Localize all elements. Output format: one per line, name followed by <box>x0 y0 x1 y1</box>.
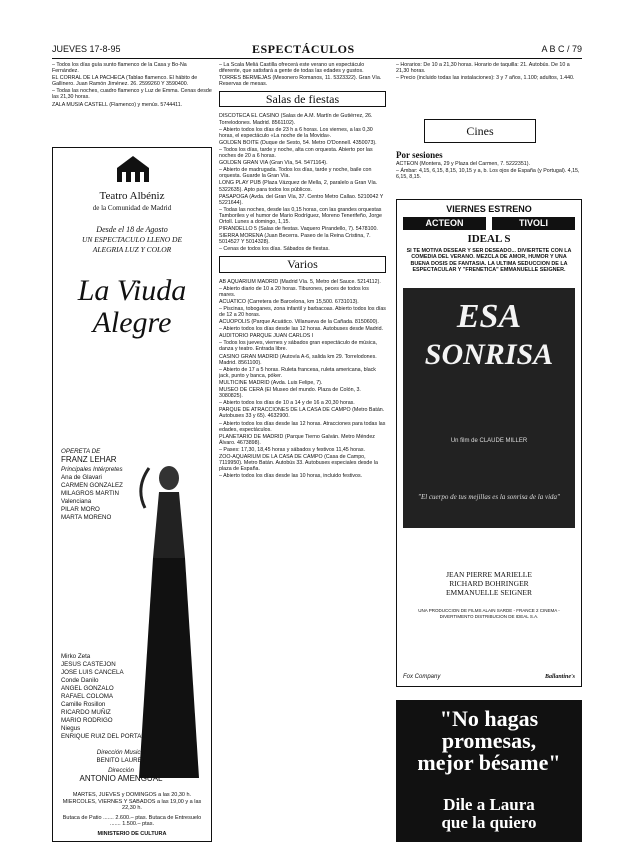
listing-item: EL CORRAL DE LA PACHECA (Tablao flamenco. El hábito de Gallinero. Juan Ramón Jiménez. 26. 2599260 Y 3590400. <box>52 75 198 88</box>
headline-line: promesas, <box>441 728 537 753</box>
salas-heading: Salas de fiestas <box>219 91 386 107</box>
logo-left: Fox Company <box>403 674 441 680</box>
cast-item: Niegus <box>61 725 81 732</box>
actor: RICHARD BOHRINGER <box>449 579 529 588</box>
listing-item: – Abierto todos los días desde las 10 horas, incluido festivos. <box>219 473 363 480</box>
cast-item: ANGEL GONZALO <box>61 685 114 692</box>
listing-item: MUSEO DE CERA (El Museo del mundo. Plaza de Colón, 3. 3080825). <box>219 387 361 400</box>
listing-item: – Todos los días guía sunto flamenco de la Casa y Bo-Ña Fernández. <box>52 62 187 75</box>
cast-item: MARIO RODRIGO <box>61 717 113 724</box>
header-date: JUEVES 17-8-95 <box>52 44 121 54</box>
cast-item: PILAR MORO <box>61 506 100 513</box>
teatro-albeniz-advert <box>52 147 212 842</box>
cast-item: RICARDO MUÑIZ <box>61 709 111 716</box>
theatre-name: Teatro Albéniz <box>99 190 165 202</box>
cast-item: MILAGROS MARTIN <box>61 490 119 497</box>
theatre-subtitle: de la Comunidad de Madrid <box>92 204 172 212</box>
headline-line: mejor bésame" <box>417 750 561 775</box>
besame-headline <box>396 708 582 774</box>
film-advert <box>396 199 582 687</box>
tagline-2: ALEGRIA LUZ Y COLOR <box>92 245 172 254</box>
cast-list <box>61 448 141 522</box>
listing-item: – Abierto de 17 a 5 horas. Ruleta francesa, ruleta americana, black jack, punto y banca, póker. <box>219 366 376 379</box>
composer: FRANZ LEHAR <box>61 455 117 464</box>
poster-title-1: ESA <box>456 298 522 335</box>
listing-item: TORRES BERMEJAS (Mesonero Romanos, 11. 5323322). Gran Vía. Reservas de mesas. <box>219 75 382 88</box>
listing-item: – Abierto diario de 10 a 20 horas. Tiburones, peces de todos los mares. <box>219 285 369 298</box>
cast-item: Conde Danilo <box>61 677 99 684</box>
schedule: MARTES, JUEVES y DOMINGOS a las 20,30 h. MIERCOLES, VIERNES Y SABADOS a las 19,00 y a las 22,30 h. <box>62 792 202 811</box>
opera-label: OPERETA DE <box>61 448 101 455</box>
ministry-logo: MINISTERIO DE CULTURA <box>97 830 167 837</box>
page-number: A B C / 79 <box>541 44 582 54</box>
listing-item: – Cenas de todos los días. Sábados de fiestas. <box>219 246 330 253</box>
listing-item: ACUATICO (Carretera de Barcelona, km 15,500. 6731013). <box>219 298 359 305</box>
page-header <box>52 44 582 59</box>
film-poster <box>403 288 575 528</box>
listing-item: – Horarios: De 10 a 21,30 horas. Horario de taquilla: 21. Autobús. De 10 a 21,30 horas. <box>396 62 570 75</box>
listing-item: AUDITORIO PARQUE JUAN CARLOS I <box>219 333 314 340</box>
sessions-label: Por sesiones <box>396 150 443 160</box>
director: BENITO LAURET <box>96 757 146 764</box>
release-label: VIERNES ESTRENO <box>446 204 532 214</box>
ad-footer <box>57 792 207 837</box>
listing-item: PIRANDELLO 5 (Salas de fiestas. Vaquero Pirandello, 7). 5478100. <box>219 226 378 233</box>
film-cast <box>403 570 575 597</box>
listing-item: PARQUE DE ATRACCIONES DE LA CASA DE CAMPO (Metro Batán. Autobuses 33 y 65). 4632900. <box>219 407 385 420</box>
cinema-acteon: ACTEON <box>403 217 486 230</box>
title-line: Dile a Laura <box>443 795 535 814</box>
listing-item: CASINO GRAN MADRID (Autovía A-6, salida km 29. Torrelodones. Madrid. 8561100). <box>219 353 377 366</box>
poster-title-2: SONRISA <box>424 338 554 371</box>
sessions-listing <box>396 150 582 195</box>
section-title: ESPECTÁCULOS <box>252 42 355 56</box>
poster-quote: "El cuerpo de tus mejillas es la sonrisa de la vida" <box>418 493 560 501</box>
cines-heading: Cines <box>424 119 536 143</box>
film-credits: UNA PRODUCCION DE FILMS ALAIN SARDE - FRANCE 2 CINEMA - DIVERTIMENTO DISTRIBUCION DE IDEAL S.A. <box>418 608 560 619</box>
column-2-listings <box>219 62 386 842</box>
listing-item: PASAPOGA (Avda. del Gran Vía, 37. Centro Metro Callao. 5210042 Y 5221644). <box>219 193 384 206</box>
cast-item: Mirko Zeta <box>61 653 91 660</box>
cast-item: Camille Rosillon <box>61 701 106 708</box>
listing-item: – La Scala Meliá Castilla ofrecerá este verano un espectáculo diferente, que satisfará a gente de todas las edades y gustos. <box>219 62 365 75</box>
listing-item: ACTEON (Montera, 29 y Plaza del Carmen, 7. 5222351). <box>396 161 530 167</box>
listing-item: LONG PLAY PUB (Plaza Vázquez de Mella, 2, paralelo a Gran Vía. 5322635). Apto para todos los públicos. <box>219 180 378 193</box>
poster-director: Un film de CLAUDE MILLER <box>450 438 528 444</box>
stage-label: Dirección <box>108 767 134 774</box>
besame-title <box>396 796 582 832</box>
listing-item: ZOO-AQUARIUM DE LA CASA DE CAMPO (Casa de Campo, 7119950). Metro Batán. Autobús 33. Autobuses especiales desde la plaza de España. <box>219 453 378 473</box>
listing-item: – Piscinas, toboganes, zona infantil y barbacoas. Abierto todos los días de 12 a 20 horas. <box>219 305 386 318</box>
besame-advert <box>396 700 582 842</box>
title-line: que la quiero <box>441 813 537 832</box>
listing-item: – Pases: 17,30, 18,45 horas y sábados y festivos 11,45 horas. <box>219 446 365 453</box>
logo-right: Ballantine's <box>544 674 575 680</box>
film-blurb: SI TE MOTIVA DESEAR Y SER DESEADO... DIVIERTETE CON LA COMEDIA DEL VERANO. MEZCLA DE AMOR, HUMOR Y UNA BUENA DOSIS DE FANTASIA. LA ULTIMA SEDUCCION DE LA ESPECTACULAR Y "FRENETICA" EMMANUELLE SEIGNER. <box>406 248 572 273</box>
listing-item: – Todas las noches, cuadro flamenco y Luz de Emma. Cenas desde las 21,30 horas. <box>52 88 212 101</box>
listing-item: AB AQUARIUM MADRID (Madrid Vía. 5, Metro del Sauce. 5214112). <box>219 278 381 285</box>
cast-item: MARTA MORENO <box>61 514 112 521</box>
column-3-top <box>396 62 582 122</box>
show-title-2: Alegre <box>92 306 172 339</box>
cast-item: Ana de Glavari <box>61 474 102 481</box>
actor: JEAN PIERRE MARIELLE <box>446 570 532 579</box>
prices: Butaca de Patio ....... 2.600.– ptas. Butaca de Entresuelo ....... 1.500.– ptas. <box>62 814 202 827</box>
listing-item: MULTICINE MADRID (Avda. Luis Felipe, 7). <box>219 379 323 386</box>
listing-item: PLANETARIO DE MADRID (Parque Tierno Galván. Metro Méndez Álvaro. 4673898). <box>219 433 375 446</box>
listing-item: – Ámbar: 4,15, 6,15, 8,15, 10,15 y a, b. Los ojos de España (y Portugal). 4,15, 6,15, 8,15. <box>396 168 580 181</box>
listing-item: – Todos los días, tarde y noche, alta con orquesta. Abierto por las noches de 20 a 6 horas. <box>219 146 373 160</box>
listing-item: – Abierto todos los días desde las 12 horas. Atracciones para todas las edades, espectáculos. <box>219 420 386 433</box>
listing-item: ZALA MUSIA CASTELL (Flamenco) y menús. 5744411. <box>52 101 183 108</box>
distributor: IDEAL S <box>467 233 511 245</box>
listing-item: – Abierto todos los días de 23 h a 6 horas. Los viernes, a las 0,30 horas, el espectáculo «La noche de la Movida». <box>219 126 373 139</box>
theatre-logo-icon <box>113 154 153 184</box>
listing-item: – Abierto todos los días de 10 a 14 y de 16 a 20,30 horas. <box>219 400 355 407</box>
listing-item: SIERRA MORENA (Juan Becerra. Paseo de la Reina Cristina, 7. 5014527 Y 5014328). <box>219 233 371 246</box>
listing-item: – Todos los jueves, viernes y sábados gran espectáculo de música, danza y teatro. Entrada libre. <box>219 340 378 353</box>
listing-item: GOLDEN BOITE (Duque de Sesto, 54. Metro O'Donnell. 4350073). <box>219 139 377 146</box>
headline-line: "No hagas <box>439 706 539 731</box>
cast-item: JESUS CASTEJON <box>61 661 116 668</box>
tagline-1: UN ESPECTACULO LLENO DE <box>81 235 183 244</box>
stage-director: ANTONIO AMENGUAL <box>79 774 163 783</box>
cast-item: Valenciana <box>61 498 92 505</box>
column-1-listings <box>52 62 212 142</box>
cast-item: RAFAEL COLOMA <box>61 693 114 700</box>
listing-item: GOLDEN GRAN VIA (Gran Vía, 54. 5471164). <box>219 160 328 167</box>
listing-item: – Todas las noches, desde las 0,15 horas, con las grandes orquestas Tamboriles y el humor de Mario Rodríguez, Moreno Tenerifeño, Jorge Ortoll. Lunes a domingo, 1,15. <box>219 206 383 225</box>
listing-item: ACUOPOLIS (Parque Acuático. Villanueva de la Cañada. 8150600). <box>219 319 379 326</box>
varios-heading: Varios <box>219 256 386 272</box>
principal-label: Principales Intérpretes <box>61 466 123 473</box>
actor: EMMANUELLE SEIGNER <box>445 588 533 597</box>
cast-item: JOSE LUIS CANCELA <box>61 669 124 676</box>
director-label: Dirección Musical <box>96 749 146 756</box>
show-dates: Desde el 18 de Agosto <box>96 225 168 234</box>
cast-list-2 <box>61 653 181 783</box>
cast-item: CARMEN GONZALEZ <box>61 482 123 489</box>
cast-item: ENRIQUE RUIZ DEL PORTAL <box>61 733 145 740</box>
cinema-tivoli: TIVOLI <box>492 217 575 230</box>
listing-item: DISCOTECA EL CASINO (Salas de A.M. Martín de Gutiérrez, 26. Torrelodones. Madrid. 8561102). <box>219 113 373 126</box>
show-title-1: La Viuda <box>77 274 187 307</box>
listing-item: – Precio (incluido todas las instalaciones): 3 y 7 años, 1.100; adultos, 1.440. <box>396 75 575 82</box>
listing-item: – Abierto de madrugada. Todos los días, tarde y noche, baile con orquesta. Guarde la Gran Vía. <box>219 167 372 180</box>
listing-item: – Abierto todos los días desde las 12 horas. Autobuses desde Madrid. <box>219 326 384 333</box>
